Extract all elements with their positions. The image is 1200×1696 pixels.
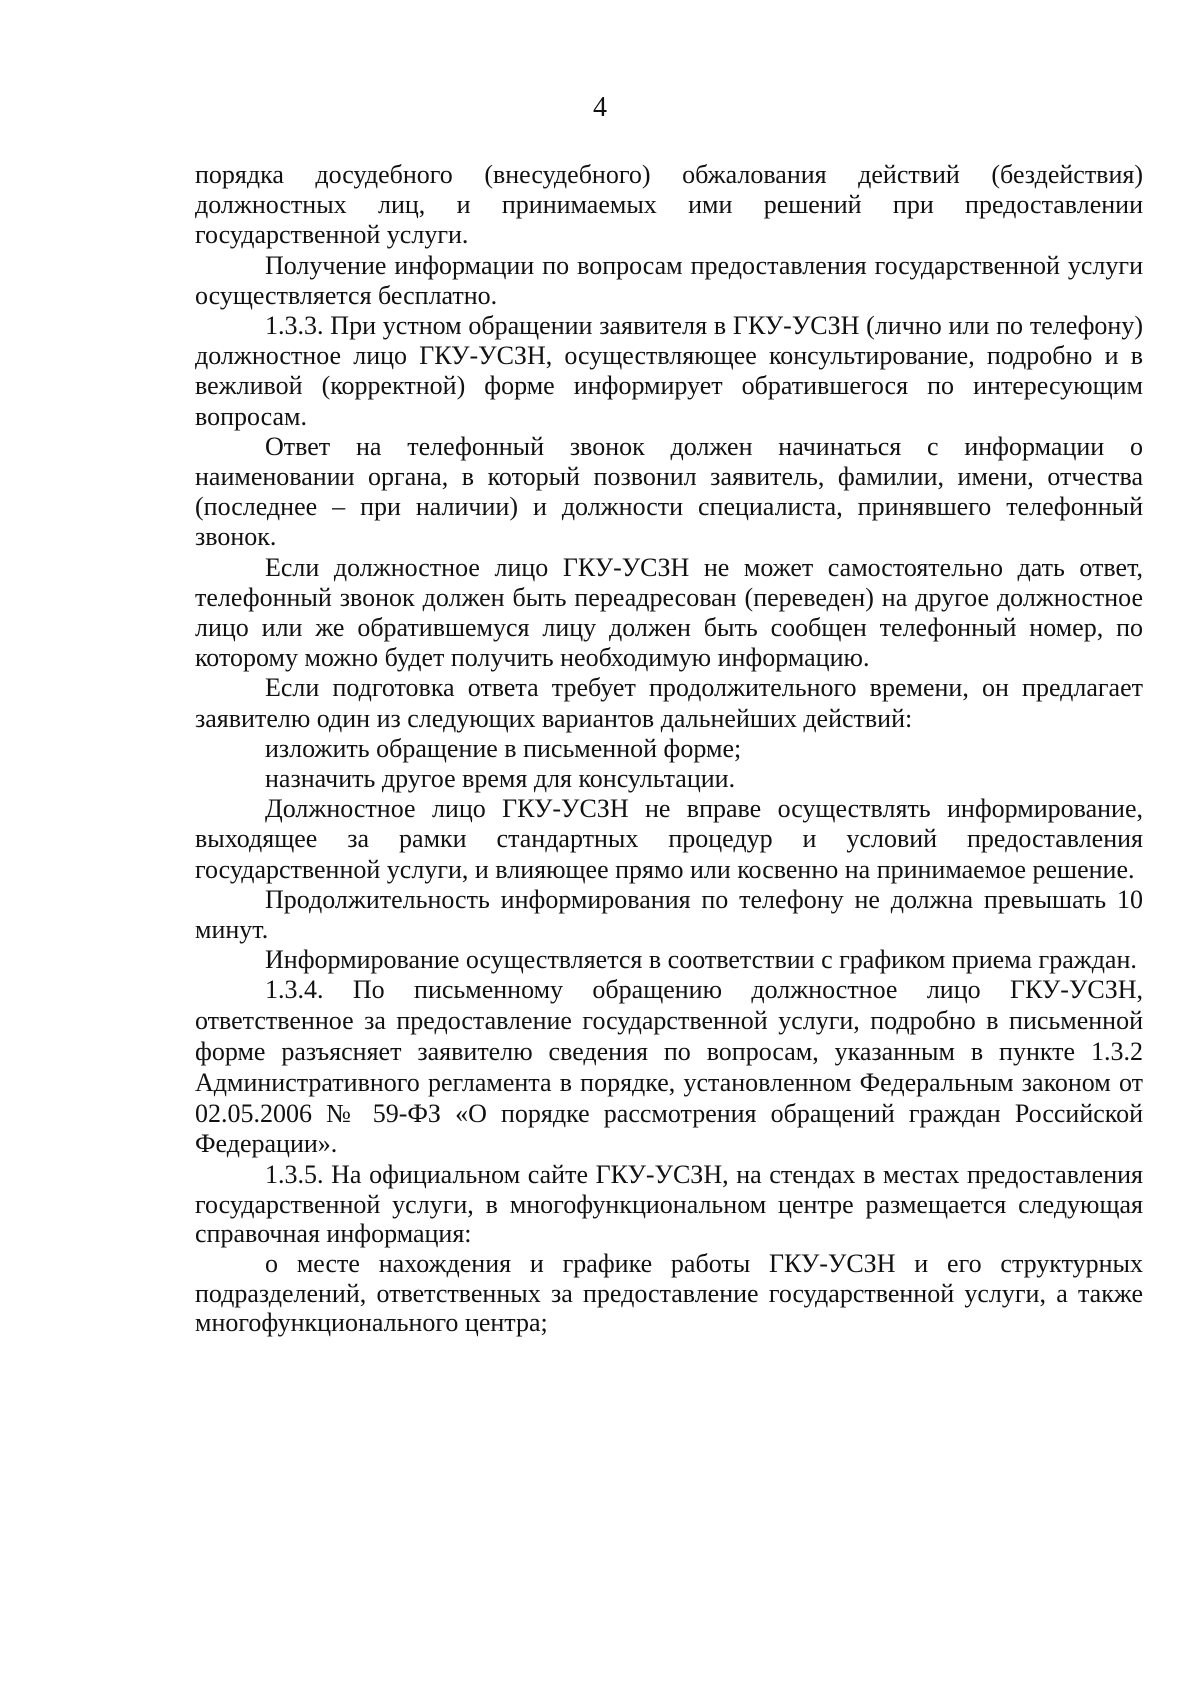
paragraph-redirect-call: Если должностное лицо ГКУ-УСЗН не может самостоятельно дать ответ, телефонный звонок должен быть переадресован (переведен) на другое должностное лицо или же обратившемуся лицу должен быть сообщен телефонный номер, по которому можно будет получить необходимую информацию. xyxy=(195,552,1143,673)
paragraph-phone-answer: Ответ на телефонный звонок должен начинаться с информации о наименовании органа, в который позвонил заявитель, фамилии, имени, отчества (последнее – при наличии) и должности специалиста, принявшего телефонный звонок. xyxy=(195,431,1143,552)
paragraph-1-3-3: 1.3.3. При устном обращении заявителя в ГКУ-УСЗН (лично или по телефону) должностное лицо ГКУ-УСЗН, осуществляющее консультирование, подробно и в вежливой (корректной) форме информирует обратившегося по интересующим вопросам. xyxy=(195,311,1143,431)
list-item-written-form: изложить обращение в письменной форме; xyxy=(265,733,742,763)
paragraph-free-information: Получение информации по вопросам предоставления государственной услуги осуществляется бесплатно. xyxy=(195,250,1143,310)
document-body xyxy=(195,160,1143,1338)
paragraph-appeal-procedure: порядка досудебного (внесудебного) обжалования действий (бездействия) должностных лиц, и принимаемых ими решений при предоставлении государственной услуги. xyxy=(195,160,1143,250)
paragraph-1-3-4: 1.3.4. По письменному обращению должностное лицо ГКУ-УСЗН, ответственное за предоставление государственной услуги, подробно в письменной форме разъясняет заявителю сведения по вопросам, указанным в пункте 1.3.2 Административного регламента в порядке, установленном Федеральным законом от 02.05.2006 № 59-ФЗ «О порядке рассмотрения обращений граждан Российской Федерации». xyxy=(195,975,1143,1159)
paragraph-1-3-5: 1.3.5. На официальном сайте ГКУ-УСЗН, на стендах в местах предоставления государственной услуги, в многофункциональном центре размещается следующая справочная информация: xyxy=(195,1160,1143,1249)
list-item-other-time: назначить другое время для консультации. xyxy=(265,764,736,794)
paragraph-schedule: Информирование осуществляется в соответствии с графиком приема граждан. xyxy=(265,945,1137,975)
paragraph-location-info: о месте нахождения и графике работы ГКУ-УСЗН и его структурных подразделений, ответственных за предоставление государственной услуги, а также многофункционального центра; xyxy=(195,1249,1143,1338)
page-number: 4 xyxy=(593,92,607,123)
paragraph-duration: Продолжительность информирования по телефону не должна превышать 10 минут. xyxy=(195,884,1143,945)
paragraph-long-preparation: Если подготовка ответа требует продолжительного времени, он предлагает заявителю один из следующих вариантов дальнейших действий: xyxy=(195,673,1143,733)
paragraph-restriction: Должностное лицо ГКУ-УСЗН не вправе осуществлять информирование, выходящее за рамки стандартных процедур и условий предоставления государственной услуги, и влияющее прямо или косвенно на принимаемое решение. xyxy=(195,794,1143,884)
